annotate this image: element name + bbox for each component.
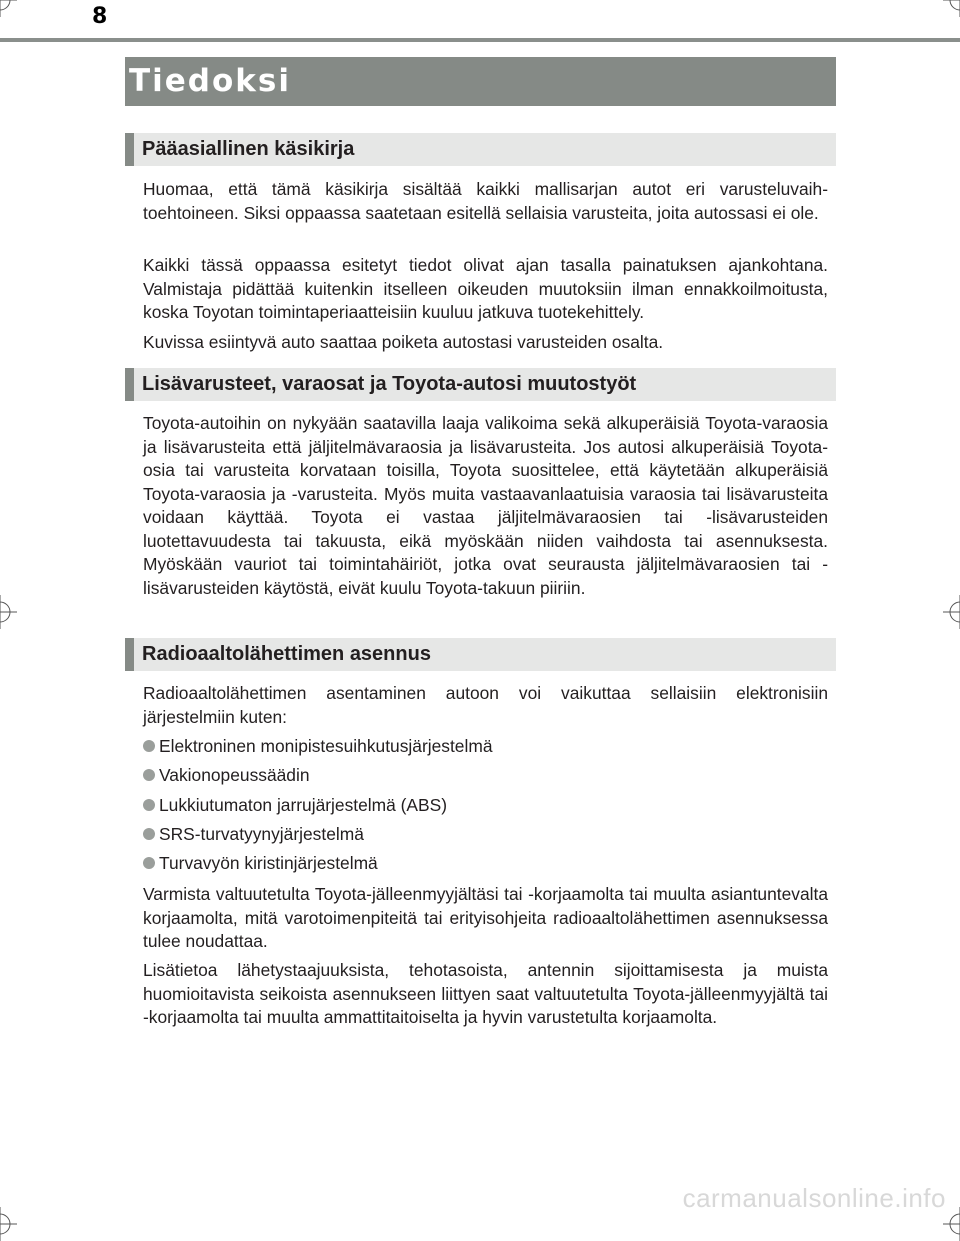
paragraph: Varmista valtuutetulta Toyota-jälleenmyyjältäsi tai -korjaamolta tai muulta asiantuntevalta korjaamolta, mitä varotoimenpiteitä tai erityisohjeita radioaaltolähettimen asennuksessa tulee noudattaa.: [143, 884, 828, 951]
list-item: [143, 794, 828, 818]
section-heading: Pääasiallinen käsikirja: [142, 138, 355, 160]
list-item: [143, 764, 828, 788]
list-item: [143, 735, 828, 759]
bullet-icon: [143, 799, 155, 811]
page-title: Tiedoksi: [129, 63, 291, 99]
crop-mark-top-right-icon: [943, 0, 960, 17]
paragraph: Toyota-autoihin on nykyään saatavilla laaja valikoima sekä alkuperäisiä Toyota-varaosia ja lisävarusteita että jäljitelmävaraosia ja lisävarusteita. Jos autosi alkuperäisiä Toyota-osia tai varusteita korvataan toisilla, Toyota suosittelee, että käytetään alkuperäisiä Toyota-varaosia ja -varusteita. Myös muita vastaavanlaatuisia varaosia tai lisävarusteita voidaan käyttää. Toyota ei vastaa jäljitelmävaraosien tai -lisävarusteiden luotettavuudesta tai takuusta, eikä myöskään niiden vaihdosta tai asennuksesta. Myöskään vauriot tai toimintahäiriöt, jotka ovat seurausta jäljitelmävaraosien tai -lisävarusteiden käytöstä, eivät kuulu Toyota-takuun piiriin.: [143, 413, 828, 598]
top-rule: [0, 38, 960, 42]
paragraph: Kaikki tässä oppaassa esitetyt tiedot olivat ajan tasalla painatuksen ajankohtana. Valmistaja pidättää kuitenkin itselleen oikeuden muutoksiin ilman ennakkoilmoitusta, koska Toyotan toimintaperiaatteisiin kuuluu jatkuva tuotekehittely.: [143, 255, 828, 322]
section-header-main-manual: [125, 133, 836, 166]
bullet-icon: [143, 740, 155, 752]
list-item-label: Turvavyön kiristinjärjestelmä: [159, 853, 378, 873]
bullet-icon: [143, 857, 155, 869]
list-item: [143, 852, 828, 876]
list-item-label: SRS-turvatyynyjärjestelmä: [159, 824, 364, 844]
section-heading: Radioaaltolähettimen asennus: [142, 643, 431, 665]
list-item-label: Vakionopeussäädin: [159, 765, 310, 785]
page-number: 8: [92, 4, 108, 29]
paragraph: Lisätietoa lähetystaajuuksista, tehotasoista, antennin sijoittamisesta ja muista huomioitavista seikoista asennukseen liittyen saat valtuutetulta Toyota-jälleenmyyjältä tai -korjaamolta tai muulta ammattitaitoiselta ja hyvin varustetulta korjaamolta.: [143, 960, 828, 1027]
page-title-banner: [125, 57, 836, 106]
crop-mark-mid-right-icon: [943, 595, 960, 629]
section-header-radio-transmitter: [125, 638, 836, 671]
paragraph: Kuvissa esiintyvä auto saattaa poiketa autostasi varusteiden osalta.: [143, 332, 664, 352]
bullet-icon: [143, 828, 155, 840]
list-item: [143, 823, 828, 847]
section-heading: Lisävarusteet, varaosat ja Toyota-autosi muutostyöt: [142, 373, 637, 395]
section-header-accessories: [125, 368, 836, 401]
crop-mark-bottom-left-icon: [0, 1207, 17, 1241]
crop-mark-top-left-icon: [0, 0, 17, 17]
list-item-label: Elektroninen monipistesuihkutusjärjestelmä: [159, 736, 493, 756]
paragraph: Huomaa, että tämä käsikirja sisältää kaikki mallisarjan autot eri varusteluvaihtoehtoineen. Siksi oppaassa saatetaan esitellä sellaisia varusteita, joita autossasi ei ole.: [143, 179, 828, 223]
paragraph: Radioaaltolähettimen asentaminen autoon voi vaikuttaa sellaisiin elektronisiin järjestelmiin kuten:: [143, 683, 828, 727]
list-item-label: Lukkiutumaton jarrujärjestelmä (ABS): [159, 795, 448, 815]
crop-mark-mid-left-icon: [0, 595, 17, 629]
bullet-icon: [143, 769, 155, 781]
watermark: carmanualsonline.info: [682, 1183, 946, 1213]
